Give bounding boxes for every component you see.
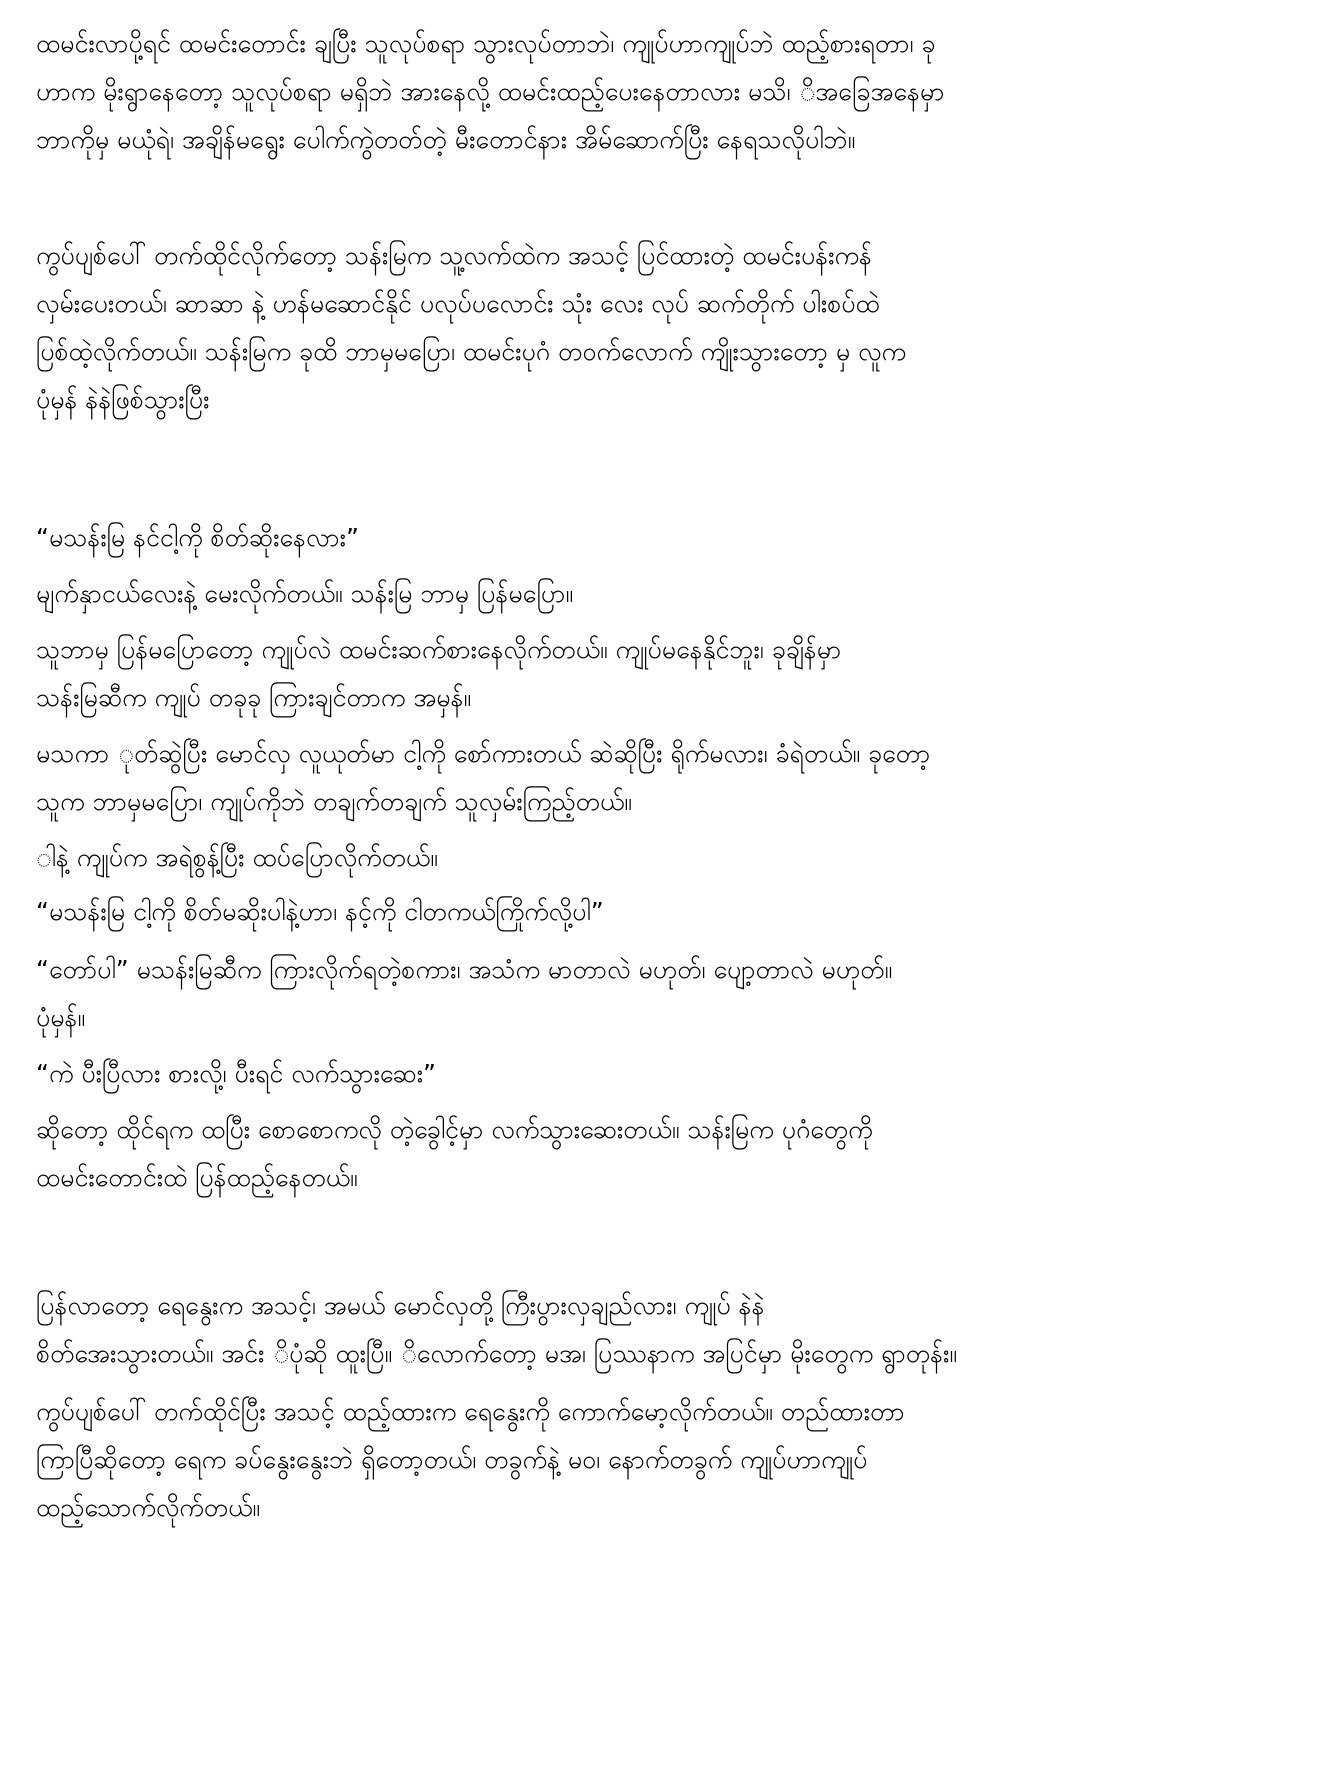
paragraph-5: [36, 626, 1306, 722]
paragraph-11: [36, 1106, 1306, 1202]
paragraph-4: [36, 570, 1306, 618]
text-line: မျက်နှာငယ်လေးနဲ့ မေးလိုက်တယ်။ သန်းမြ ဘာမှ ပြန်မပြော။: [36, 579, 574, 608]
text-line: ပုံမှန်။: [36, 1003, 86, 1032]
text-line: ါနဲ့ ကျုပ်က အရဲစွန့်ပြီး ထပ်ပြောလိုက်တယ်။: [36, 843, 438, 872]
text-line: ကွပ်ပျစ်ပေါ် တက်ထိုင်လိုက်တော့ သန်းမြက သူ့လက်ထဲက အသင့် ပြင်ထားတဲ့ ထမင်းပန်းကန်: [36, 241, 872, 270]
text-line: စိတ်အေးသွားတယ်။ အင်း ိပုံဆို ထူးပြီ။ ိလောက်တော့ မအ၊ ပြဿနာက အပြင်မှာ မိုးတွေက ရွာတုန်း။: [36, 1339, 957, 1368]
paragraph-10: [36, 1050, 1306, 1098]
text-line: ထမင်းလာပို့ရင် ထမင်းတောင်း ချပြီး သူလုပ်စရာ သွားလုပ်တာဘဲ၊ ကျုပ်ဟာကျုပ်ဘဲ ထည့်စားရတာ၊ ခု: [36, 29, 936, 58]
paragraph-3: [36, 514, 1306, 562]
paragraph-7: [36, 834, 1306, 882]
paragraph-6: [36, 730, 1306, 826]
text-line: ပုံမှန် နဲနဲဖြစ်သွားပြီး: [36, 385, 210, 414]
text-line: ကြာပြီဆိုတော့ ရေက ခပ်နွေးနွေးဘဲ ရှိတော့တယ်၊ တခွက်နဲ့ မဝ၊ နောက်တခွက် ကျုပ်ဟာကျုပ်: [36, 1445, 868, 1474]
text-line: “မသန်းမြ ငါ့ကို စိတ်မဆိုးပါနဲ့ဟာ၊ နင့်ကို ငါတကယ်ကြိုက်လို့ပါ”: [36, 897, 604, 926]
text-line: သန်းမြဆီက ကျုပ် တခုခု ကြားချင်တာက အမှန်။: [36, 683, 472, 712]
text-line: သူက ဘာမှမပြော၊ ကျုပ်ကိုဘဲ တချက်တချက် သူလှမ်းကြည့်တယ်။: [36, 787, 632, 816]
text-line: လှမ်းပေးတယ်၊ ဆာဆာ နဲ့ ဟန်မဆောင်နိုင် ပလုပ်ပလောင်း သုံး လေး လုပ် ဆက်တိုက် ပါးစပ်ထဲ: [36, 289, 880, 318]
text-line: “မသန်းမြ နင်ငါ့ကို စိတ်ဆိုးနေလား”: [36, 523, 359, 552]
text-line: သူဘာမှ ပြန်မပြောတော့ ကျုပ်လဲ ထမင်းဆက်စားနေလိုက်တယ်။ ကျုပ်မနေနိုင်ဘူး၊ ခုချိန်မှာ: [36, 635, 842, 664]
text-line: ထမင်းတောင်းထဲ ပြန်ထည့်နေတယ်။: [36, 1163, 358, 1192]
text-line: ပြန်လာတော့ ရေနွေးက အသင့်၊ အမယ် မောင်လှတို့ ကြီးပွားလှချည်လား၊ ကျုပ် နဲနဲ: [36, 1291, 765, 1320]
text-line: ကွပ်ပျစ်ပေါ် တက်ထိုင်ပြီး အသင့် ထည့်ထားက ရေနွေးကို ကောက်မော့လိုက်တယ်။ တည်ထားတာ: [36, 1397, 905, 1426]
text-line: ဆိုတော့ ထိုင်ရက ထပြီး စောစောကလို တဲ့ခွေါင့်မှာ လက်သွားဆေးတယ်။ သန်းမြက ပုဂံတွေကို: [36, 1115, 873, 1144]
text-line: “ကဲ ပီးပြီလား စားလို့၊ ပီးရင် လက်သွားဆေး”: [36, 1059, 436, 1088]
paragraph-2: [36, 232, 1306, 424]
text-line: မသကာ ုတ်ဆွဲပြီး မောင်လှ လူယုတ်မာ ငါ့ကို စော်ကားတယ် ဆဲဆိုပြီး ရိုက်မလား၊ ခံရဲတယ်။ ခုတော့: [36, 739, 931, 768]
text-line: ပြစ်ထဲ့လိုက်တယ်။ သန်းမြက ခုထိ ဘာမှမပြော၊ ထမင်းပုဂံ တဝက်လောက် ကျိုးသွားတော့ မှ လူက: [36, 337, 906, 366]
paragraph-12: [36, 1282, 1306, 1378]
paragraph-1: [36, 20, 1306, 164]
text-line: “တော်ပါ” မသန်းမြဆီက ကြားလိုက်ရတဲ့စကား၊ အသံက မာတာလဲ မဟုတ်၊ ပျော့တာလဲ မဟုတ်။: [36, 955, 893, 984]
text-line: ထည့်သောက်လိုက်တယ်။: [36, 1493, 260, 1522]
paragraph-13: [36, 1388, 1306, 1532]
paragraph-9: [36, 946, 1306, 1042]
text-line: ဘာကိုမှ မယုံရဲ၊ အချိန်မရွေး ပေါက်ကွဲတတ်တဲ့ မီးတောင်နား အိမ်ဆောက်ပြီး နေရသလိုပါဘဲ။: [36, 125, 856, 154]
text-line: ဟာက မိုးရွာနေတော့ သူလုပ်စရာ မရှိဘဲ အားနေလို့ ထမင်းထည့်ပေးနေတာလား မသိ၊ ိအခြေအနေမှာ: [36, 77, 945, 106]
paragraph-8: [36, 888, 1306, 936]
